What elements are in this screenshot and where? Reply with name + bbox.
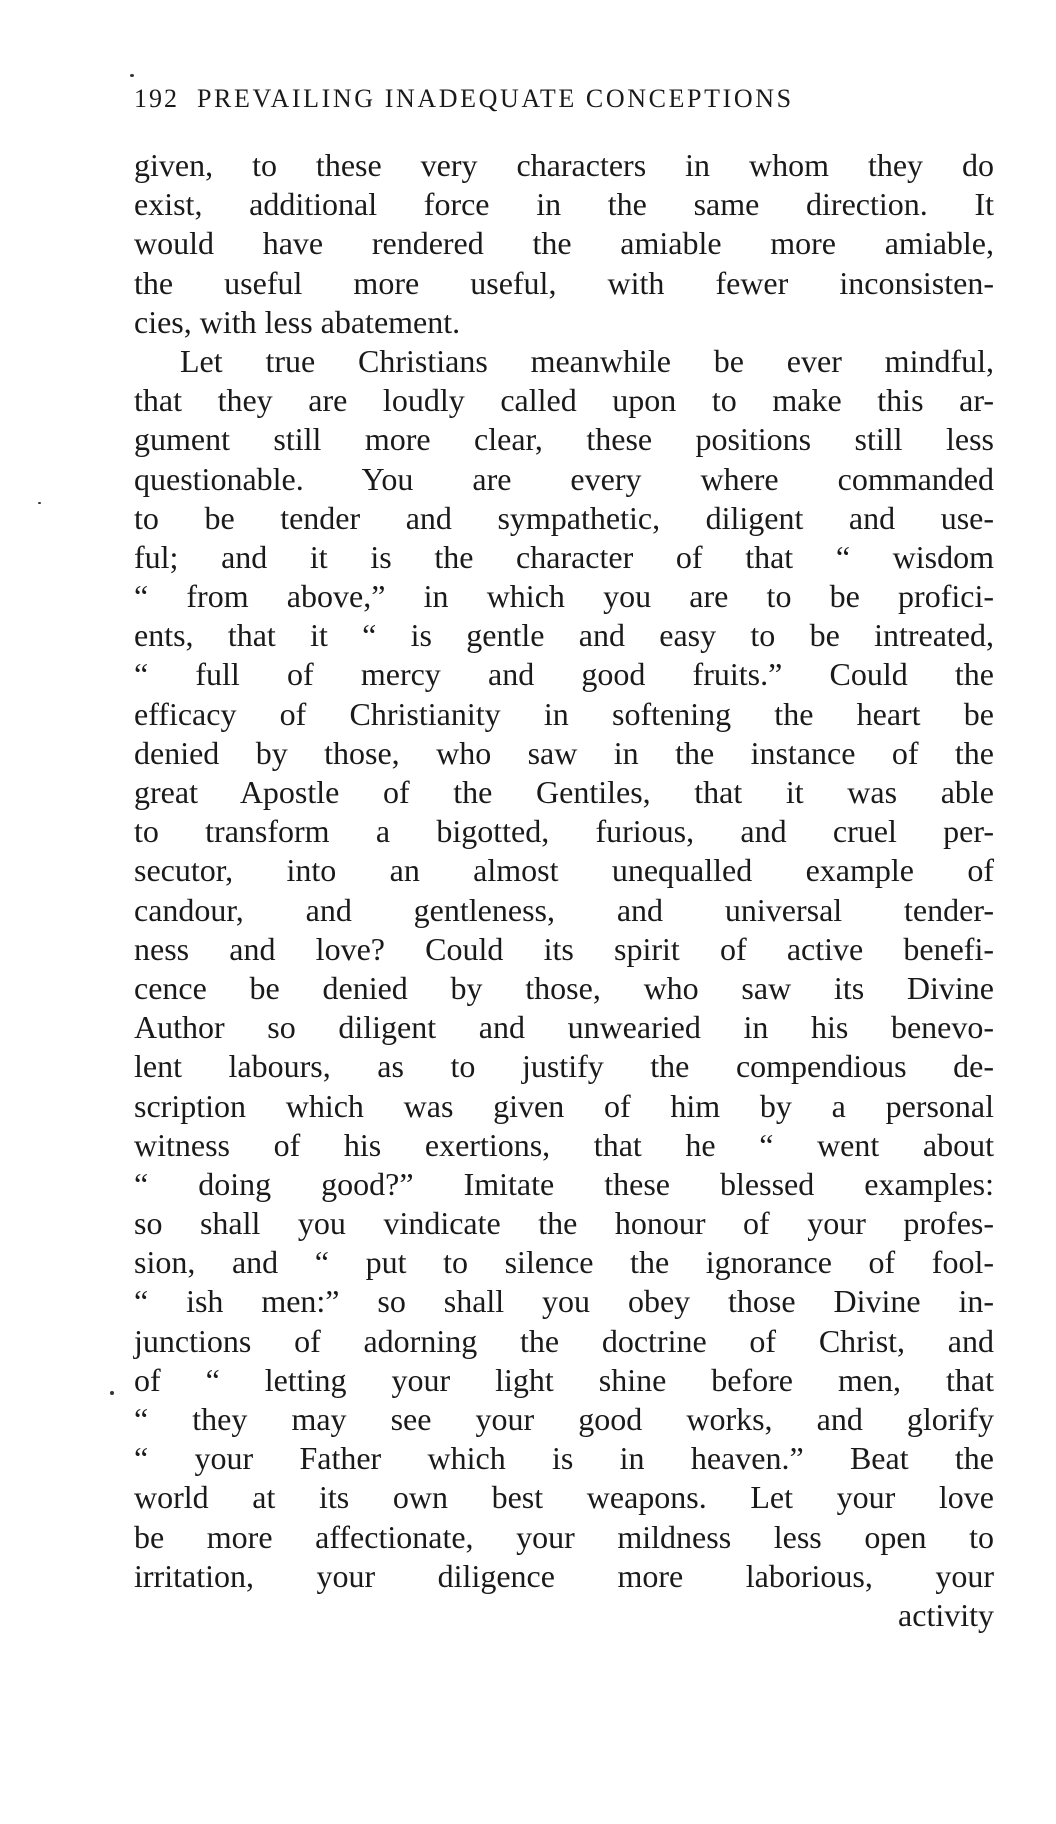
text-line: ents, that it “ is gentle and easy to be intreated, [134, 617, 994, 654]
text-line: ful; and it is the character of that “ wisdom [134, 538, 994, 575]
text-line: denied by those, who saw in the instance of the [134, 734, 994, 771]
text-line: secutor, into an almost unequalled example of [134, 852, 994, 889]
text-line: given, to these very characters in whom they do [134, 147, 994, 183]
text-line: scription which was given of him by a personal [134, 1087, 994, 1124]
text-line: would have rendered the amiable more amiable, [134, 225, 994, 262]
paragraph-end-line: cies, with less abatement. [134, 303, 461, 340]
page-number: 192 [134, 84, 179, 113]
text-line: that they are loudly called upon to make this ar- [134, 382, 994, 419]
text-line: great Apostle of the Gentiles, that it was able [134, 774, 994, 810]
text-line: “ ish men:” so shall you obey those Divine in- [134, 1283, 994, 1320]
text-line: Author so diligent and unwearied in his benevo- [134, 1009, 994, 1046]
text-line: gument still more clear, these positions still less [134, 421, 994, 458]
text-line: the useful more useful, with fewer inconsisten- [134, 264, 994, 301]
text-line: junctions of adorning the doctrine of Christ, and [134, 1322, 994, 1359]
text-line: sion, and “ put to silence the ignorance of fool- [134, 1244, 994, 1281]
ink-speck [38, 502, 41, 504]
text-line: exist, additional force in the same direction. It [134, 186, 994, 223]
text-line: of “ letting your light shine before men, that [134, 1361, 994, 1398]
text-line: witness of his exertions, that he “ went about [134, 1126, 994, 1163]
text-line: “ from above,” in which you are to be profici- [134, 578, 994, 615]
catchword: activity [898, 1596, 994, 1633]
text-line: “ they may see your good works, and glorify [134, 1401, 994, 1437]
text-line: questionable. You are every where commanded [134, 460, 994, 497]
paragraph-start-line: Let true Christians meanwhile be ever mindful, [180, 342, 994, 379]
text-line: irritation, your diligence more laborious, your [134, 1557, 994, 1594]
text-line: be more affectionate, your mildness less open to [134, 1518, 994, 1555]
running-title: PREVAILING INADEQUATE CONCEPTIONS [197, 84, 794, 113]
text-line: efficacy of Christianity in softening the heart be [134, 695, 994, 732]
text-line: so shall you vindicate the honour of your profes- [134, 1205, 994, 1242]
text-line: “ doing good?” Imitate these blessed examples: [134, 1165, 994, 1202]
text-line: cence be denied by those, who saw its Divine [134, 969, 994, 1006]
text-line: candour, and gentleness, and universal tender- [134, 891, 994, 928]
ink-speck [130, 74, 134, 77]
text-line: world at its own best weapons. Let your love [134, 1479, 994, 1516]
text-line: to transform a bigotted, furious, and cruel per- [134, 813, 994, 850]
running-header [134, 84, 964, 124]
text-line: “ full of mercy and good fruits.” Could the [134, 656, 994, 693]
text-line: “ your Father which is in heaven.” Beat the [134, 1440, 994, 1477]
text-line: lent labours, as to justify the compendious de- [134, 1048, 994, 1085]
ink-speck [110, 1391, 114, 1395]
text-line: ness and love? Could its spirit of active benefi- [134, 930, 994, 967]
body-text [134, 146, 994, 1635]
text-line: to be tender and sympathetic, diligent and use- [134, 499, 994, 536]
